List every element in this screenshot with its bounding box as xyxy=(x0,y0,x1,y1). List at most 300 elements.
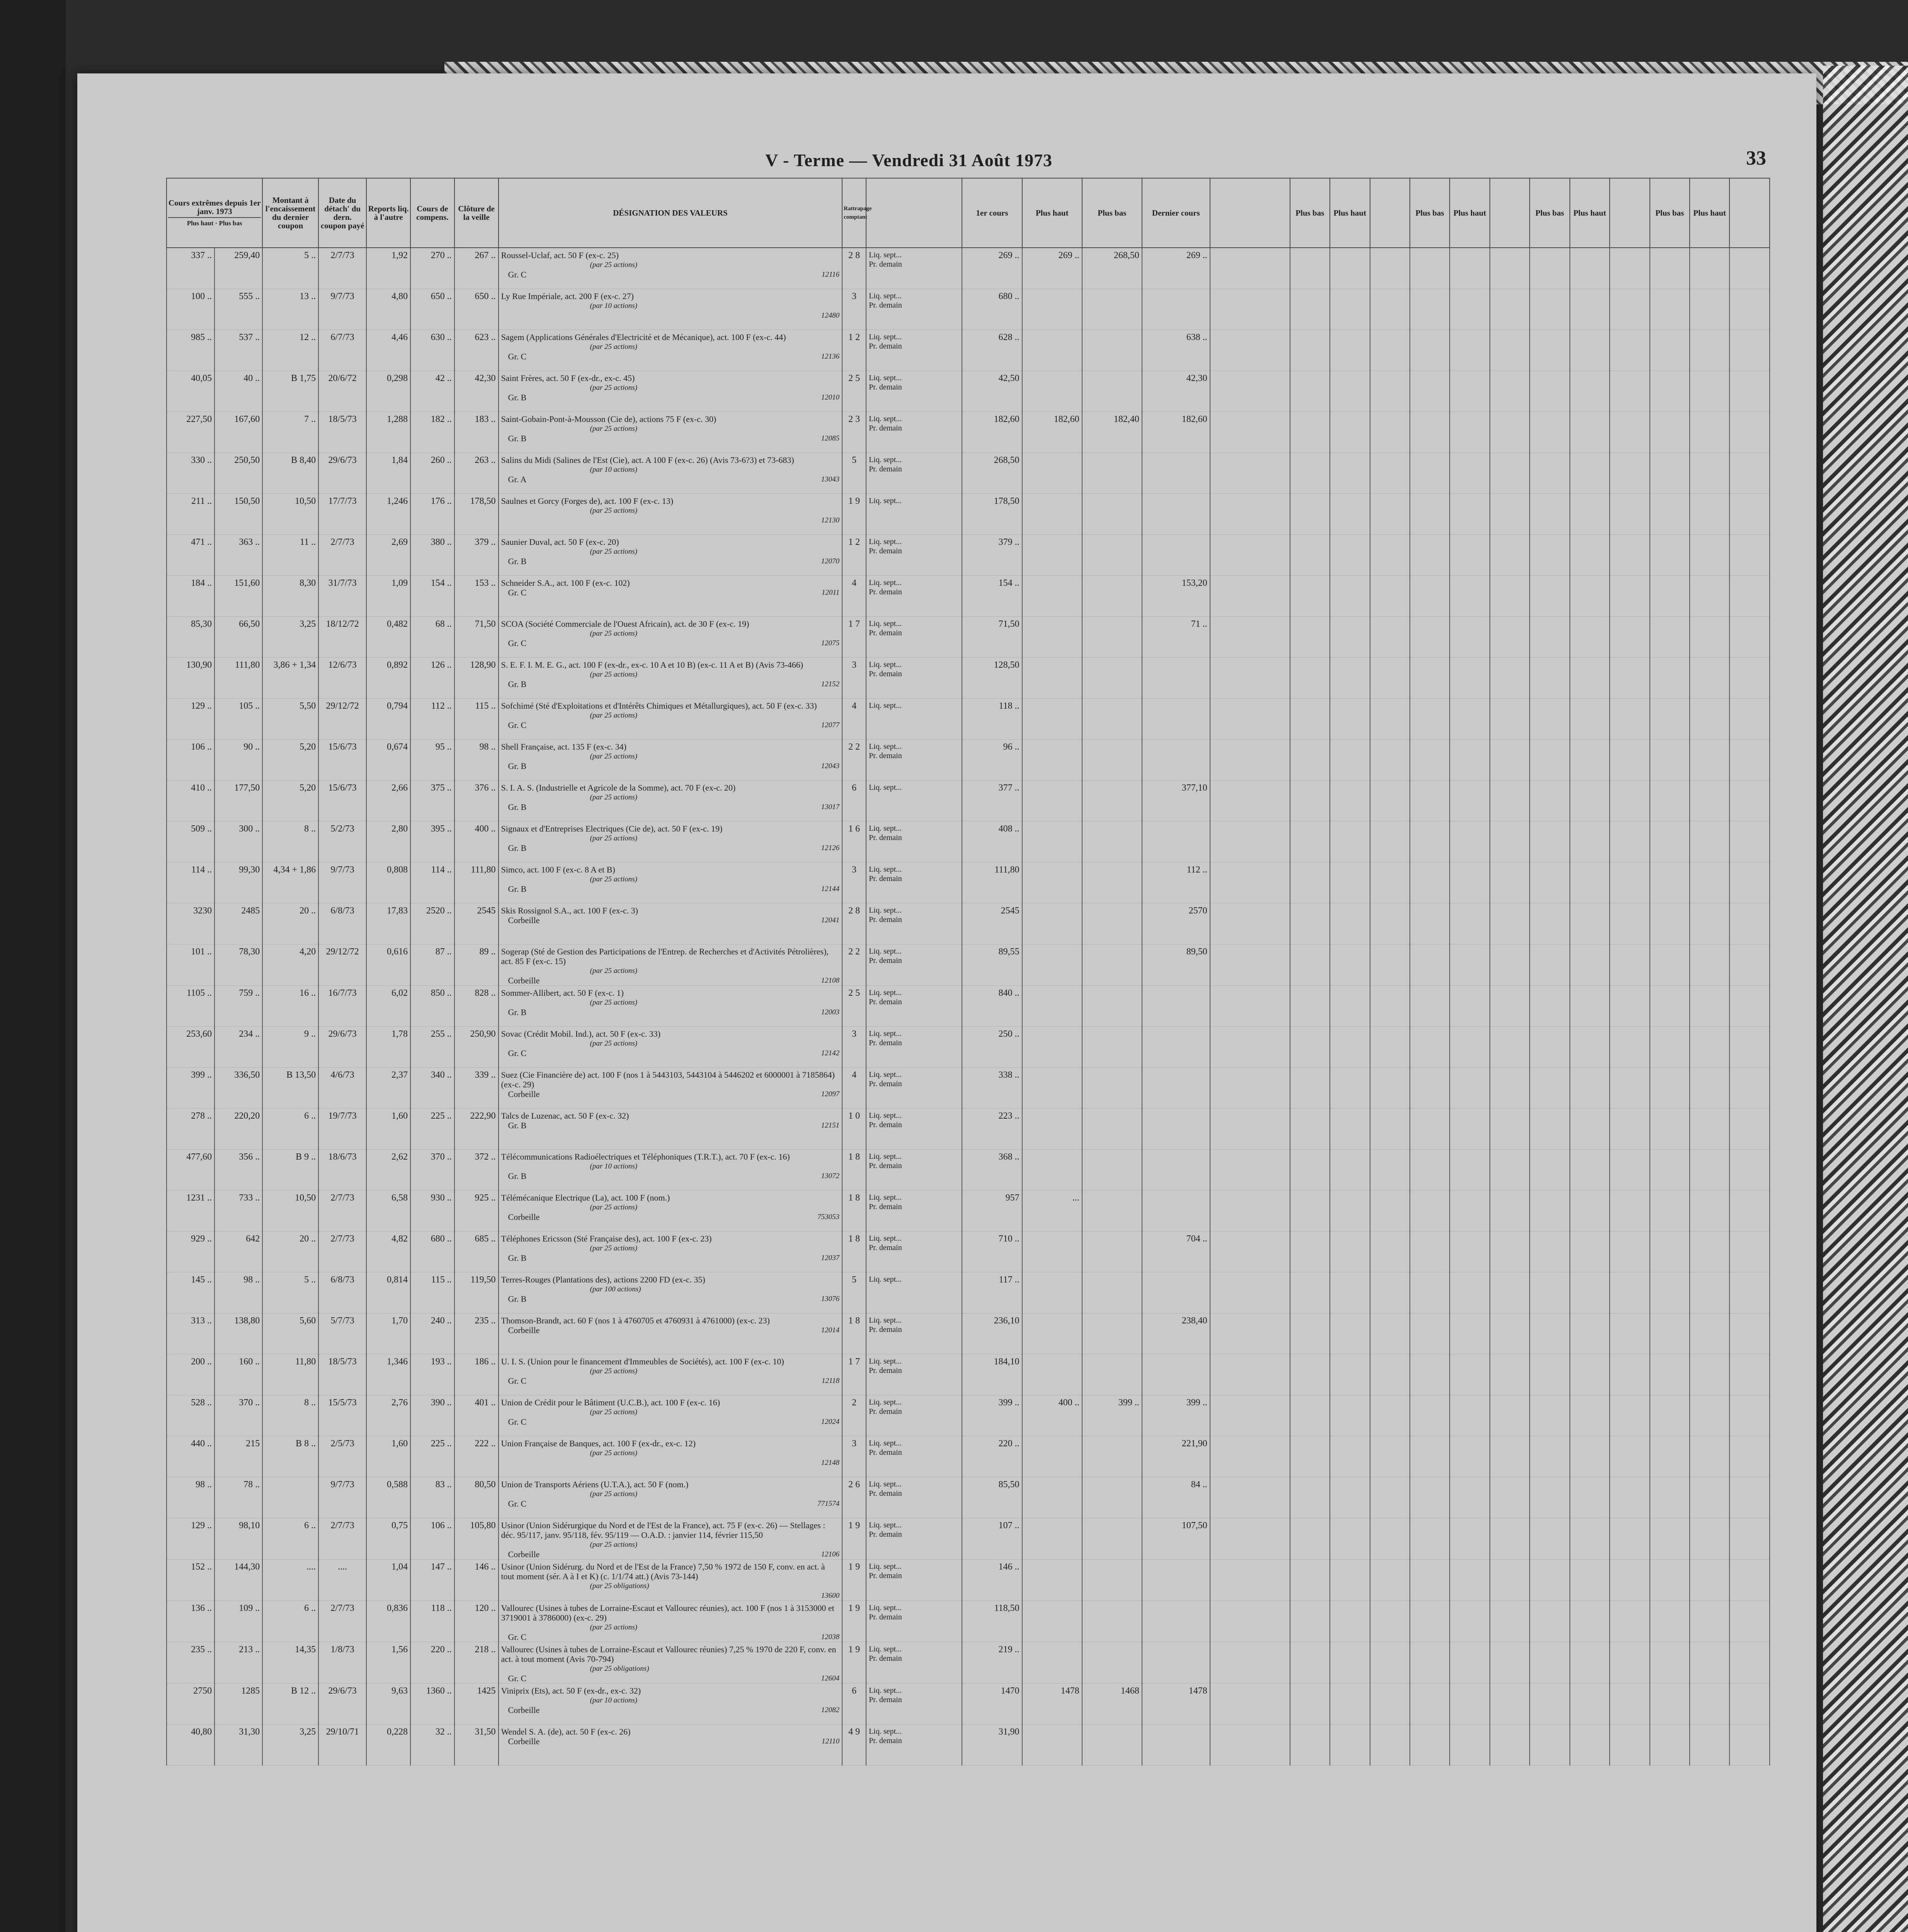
opt-cell xyxy=(1729,1190,1770,1231)
col-coupon-date: Date du détach' du dern. coupon payé xyxy=(318,178,366,248)
group-label xyxy=(501,1325,840,1335)
compensation-cell-text: 3 xyxy=(852,865,857,875)
last-cell xyxy=(1142,1601,1210,1642)
opt-cell xyxy=(1450,1725,1489,1765)
cours-comp-cell xyxy=(410,740,454,781)
first-cell-text: 184,10 xyxy=(994,1357,1020,1367)
report-cell-text: 0,674 xyxy=(386,742,408,752)
range-low-cell xyxy=(214,330,262,371)
group-label xyxy=(501,976,840,985)
compensation-cell-text: 3 xyxy=(852,1029,857,1039)
cours-comp-cell xyxy=(410,1068,454,1109)
opt-cell xyxy=(1610,1272,1649,1313)
first-cell-text: 2545 xyxy=(1001,906,1020,916)
first-cell xyxy=(962,699,1022,740)
page xyxy=(77,73,1816,1932)
first-cell-text: 269 .. xyxy=(998,250,1020,260)
last-cell-text: 84 .. xyxy=(1191,1480,1207,1490)
security-code: 12075 xyxy=(821,639,840,647)
opt-cell xyxy=(1490,1560,1530,1601)
range-low-cell xyxy=(214,1560,262,1601)
opt-cell xyxy=(1650,1436,1690,1477)
group-text: Gr. B xyxy=(508,1294,527,1304)
opt-cell xyxy=(1530,289,1569,330)
coupon-amount-cell-text: 8 .. xyxy=(304,824,316,834)
session-cell xyxy=(866,781,962,821)
opt-cell xyxy=(1410,986,1450,1027)
range-low-cell-text: 250,50 xyxy=(234,455,260,465)
table-row xyxy=(167,781,1770,821)
high-cell xyxy=(1022,1642,1082,1684)
report-cell xyxy=(366,494,410,535)
table-row xyxy=(167,1313,1770,1354)
opt-cell xyxy=(1570,1518,1610,1560)
compensation-cell-text: 3 xyxy=(852,291,857,301)
report-cell xyxy=(366,699,410,740)
designation-cell xyxy=(499,248,843,289)
opt-cell xyxy=(1690,1190,1729,1231)
opt-cell xyxy=(1610,740,1649,781)
opt-cell xyxy=(1530,248,1569,289)
table-row xyxy=(167,1068,1770,1109)
coupon-amount-cell-text: 11 .. xyxy=(300,537,316,547)
coupon-amount-cell-text: 5,50 xyxy=(300,701,316,711)
coupon-amount-cell xyxy=(262,1642,318,1684)
group-label xyxy=(501,679,840,689)
coupon-date-cell xyxy=(318,658,366,699)
session-line-2: Pr. demain xyxy=(869,1080,902,1088)
range-low-cell-text: 555 .. xyxy=(239,291,260,301)
last-cell xyxy=(1142,412,1210,453)
col-last: Dernier cours xyxy=(1142,178,1210,248)
security-name: Simco, act. 100 F (ex-c. 8 A et B) xyxy=(501,865,615,874)
session-line-1: Liq. sept... xyxy=(869,947,902,956)
opt-cell xyxy=(1450,617,1489,658)
high-cell-text: 182,60 xyxy=(1054,414,1079,424)
coupon-date-cell-text: 15/6/73 xyxy=(328,742,357,752)
coupon-amount-cell xyxy=(262,1684,318,1725)
cloture-cell xyxy=(454,1725,499,1765)
opt-cell xyxy=(1490,330,1530,371)
range-low-cell xyxy=(214,1684,262,1725)
cours-comp-cell xyxy=(410,535,454,576)
cloture-cell xyxy=(454,1684,499,1725)
table-row xyxy=(167,1725,1770,1765)
range-high-cell xyxy=(167,699,214,740)
security-code: 12003 xyxy=(821,1008,840,1016)
range-low-cell xyxy=(214,1354,262,1395)
group-text: Corbeille xyxy=(508,976,540,985)
lot-size: (par 25 actions) xyxy=(590,343,637,351)
security-name: Sagem (Applications Générales d'Electricité et de Mécanique), act. 100 F (ex-c. 44) xyxy=(501,332,786,342)
report-cell xyxy=(366,535,410,576)
coupon-amount-cell-text: 20 .. xyxy=(300,1234,316,1244)
lot-size: (par 25 actions) xyxy=(590,1367,637,1375)
opt-cell xyxy=(1370,289,1410,330)
opt-cell xyxy=(1290,330,1330,371)
first-cell xyxy=(962,289,1022,330)
first-cell-text: 89,55 xyxy=(998,947,1020,957)
security-code: 12041 xyxy=(821,916,840,924)
opt-cell xyxy=(1570,535,1610,576)
session-line-1: Liq. sept... xyxy=(869,1562,902,1571)
opt-cell xyxy=(1530,330,1569,371)
cours-comp-cell-text: 106 .. xyxy=(431,1520,452,1531)
compensation-cell xyxy=(842,1725,866,1765)
opt-cell xyxy=(1610,1027,1649,1068)
first-cell xyxy=(962,1150,1022,1190)
opt-cell xyxy=(1290,944,1330,986)
opt-cell xyxy=(1729,576,1770,617)
opt-cell xyxy=(1650,1190,1690,1231)
opt-cell xyxy=(1690,862,1729,903)
coupon-amount-cell xyxy=(262,862,318,903)
option-session-cell xyxy=(1210,986,1290,1027)
coupon-date-cell-text: 29/12/72 xyxy=(326,701,359,711)
opt-cell xyxy=(1650,1560,1690,1601)
opt-cell xyxy=(1650,699,1690,740)
opt-cell xyxy=(1610,1477,1649,1518)
coupon-date-cell xyxy=(318,1150,366,1190)
range-high-cell xyxy=(167,862,214,903)
opt-cell xyxy=(1530,1354,1569,1395)
range-high-cell xyxy=(167,1313,214,1354)
designation-cell xyxy=(499,1518,843,1560)
opt-cell xyxy=(1729,1313,1770,1354)
opt-cell xyxy=(1450,740,1489,781)
security-code: 12142 xyxy=(821,1049,840,1057)
coupon-date-cell-text: 6/7/73 xyxy=(330,332,354,342)
high-cell xyxy=(1022,248,1082,289)
range-high-cell-text: 85,30 xyxy=(191,619,212,629)
opt-cell xyxy=(1650,1068,1690,1109)
designation-cell xyxy=(499,494,843,535)
opt-cell xyxy=(1370,903,1410,944)
low-cell xyxy=(1082,1354,1142,1395)
opt-cell xyxy=(1570,576,1610,617)
opt-cell xyxy=(1690,781,1729,821)
opt-cell xyxy=(1690,248,1729,289)
designation-cell xyxy=(499,617,843,658)
range-low-cell-text: 144,30 xyxy=(234,1562,260,1572)
col-opt1-prime xyxy=(1370,178,1410,248)
opt-cell xyxy=(1570,1642,1610,1684)
coupon-date-cell xyxy=(318,862,366,903)
page-number: 33 xyxy=(1746,147,1766,169)
report-cell-text: 2,62 xyxy=(391,1152,408,1162)
option-session-cell xyxy=(1210,535,1290,576)
last-cell xyxy=(1142,903,1210,944)
group-text: Gr. B xyxy=(508,434,527,443)
opt-cell xyxy=(1450,1601,1489,1642)
last-cell xyxy=(1142,1477,1210,1518)
last-cell-text: 42,30 xyxy=(1186,373,1207,383)
session-cell xyxy=(866,944,962,986)
col-session xyxy=(866,178,962,248)
cours-comp-cell-text: 126 .. xyxy=(431,660,452,670)
opt-cell xyxy=(1530,1068,1569,1109)
report-cell xyxy=(366,986,410,1027)
coupon-date-cell-text: 1/8/73 xyxy=(330,1645,354,1655)
opt-cell xyxy=(1610,944,1649,986)
table-row xyxy=(167,944,1770,986)
session-cell xyxy=(866,1313,962,1354)
opt-cell xyxy=(1410,658,1450,699)
opt-cell xyxy=(1330,1027,1370,1068)
report-cell xyxy=(366,1231,410,1272)
session-cell xyxy=(866,1231,962,1272)
opt-cell xyxy=(1610,617,1649,658)
session-cell xyxy=(866,903,962,944)
session-cell xyxy=(866,986,962,1027)
opt-cell xyxy=(1530,617,1569,658)
last-cell xyxy=(1142,1354,1210,1395)
coupon-date-cell xyxy=(318,576,366,617)
range-high-cell-text: 330 .. xyxy=(191,455,212,465)
group-text: Gr. B xyxy=(508,884,527,894)
opt-cell xyxy=(1490,821,1530,862)
security-name: Union Française de Banques, act. 100 F (ex-dr., ex-c. 12) xyxy=(501,1439,696,1448)
last-cell-text: 107,50 xyxy=(1181,1520,1207,1531)
first-cell-text: 85,50 xyxy=(998,1480,1020,1490)
range-low-cell-text: 160 .. xyxy=(239,1357,260,1367)
opt-cell xyxy=(1330,1684,1370,1725)
first-cell xyxy=(962,986,1022,1027)
range-low-cell xyxy=(214,494,262,535)
range-low-cell-text: 336,50 xyxy=(234,1070,260,1080)
group-label xyxy=(501,1089,840,1099)
opt-cell xyxy=(1690,903,1729,944)
report-cell xyxy=(366,248,410,289)
security-code: 12116 xyxy=(822,270,840,279)
opt-cell xyxy=(1330,1313,1370,1354)
range-high-cell-text: 145 .. xyxy=(191,1275,212,1285)
group-text: Gr. C xyxy=(508,720,527,730)
cours-comp-cell-text: 255 .. xyxy=(431,1029,452,1039)
session-cell xyxy=(866,248,962,289)
opt-cell xyxy=(1290,248,1330,289)
session-line-1: Liq. sept... xyxy=(869,251,902,259)
security-code: 12148 xyxy=(821,1459,840,1467)
range-high-cell-text: 410 .. xyxy=(191,783,212,793)
opt-cell xyxy=(1690,1272,1729,1313)
opt-cell xyxy=(1410,1068,1450,1109)
session-line-2: Pr. demain xyxy=(869,424,902,432)
security-name: Union de Crédit pour le Bâtiment (U.C.B.), act. 100 F (ex-c. 16) xyxy=(501,1398,720,1407)
coupon-amount-cell-text: 6 .. xyxy=(304,1111,316,1121)
session-line-2: Pr. demain xyxy=(869,383,902,391)
opt-cell xyxy=(1729,1560,1770,1601)
report-cell xyxy=(366,576,410,617)
opt-cell xyxy=(1729,1477,1770,1518)
range-low-cell-text: 98,10 xyxy=(239,1520,260,1531)
group-text: Gr. C xyxy=(508,1376,527,1386)
opt-cell xyxy=(1370,1354,1410,1395)
group-text: Gr. C xyxy=(508,638,527,648)
group-text: Gr. A xyxy=(508,474,527,484)
coupon-amount-cell xyxy=(262,986,318,1027)
session-line-2: Pr. demain xyxy=(869,1162,902,1170)
range-low-cell-text: 98 .. xyxy=(243,1275,260,1285)
opt-cell xyxy=(1450,330,1489,371)
security-name: Roussel-Uclaf, act. 50 F (ex-c. 25) xyxy=(501,250,619,260)
report-cell xyxy=(366,1725,410,1765)
report-cell-text: 2,37 xyxy=(391,1070,408,1080)
range-low-cell xyxy=(214,535,262,576)
designation-cell xyxy=(499,330,843,371)
group-text: Gr. B xyxy=(508,1121,527,1130)
coupon-date-cell xyxy=(318,1518,366,1560)
range-high-cell xyxy=(167,289,214,330)
report-cell xyxy=(366,1395,410,1436)
coupon-date-cell xyxy=(318,617,366,658)
cloture-cell-text: 372 .. xyxy=(475,1152,496,1162)
compensation-cell-text: 2 2 xyxy=(848,742,860,752)
opt-cell xyxy=(1729,1150,1770,1190)
session-line-1: Liq. sept... xyxy=(869,1645,902,1653)
opt-cell xyxy=(1729,699,1770,740)
report-cell-text: 1,346 xyxy=(386,1357,408,1367)
compensation-cell xyxy=(842,1560,866,1601)
opt-cell xyxy=(1490,1109,1530,1150)
opt-cell xyxy=(1570,821,1610,862)
report-cell xyxy=(366,1068,410,1109)
compensation-cell xyxy=(842,1601,866,1642)
session-line-1: Liq. sept... xyxy=(869,456,902,464)
range-low-cell-text: 40 .. xyxy=(243,373,260,383)
opt-cell xyxy=(1290,1354,1330,1395)
opt-cell xyxy=(1410,1231,1450,1272)
opt-cell xyxy=(1450,1231,1489,1272)
opt-cell xyxy=(1290,658,1330,699)
security-code: 12136 xyxy=(821,352,840,361)
opt-cell xyxy=(1490,699,1530,740)
report-cell xyxy=(366,821,410,862)
opt-cell xyxy=(1570,1313,1610,1354)
opt-cell xyxy=(1610,330,1649,371)
coupon-amount-cell-text: 8 .. xyxy=(304,1398,316,1408)
report-cell xyxy=(366,1150,410,1190)
option-session-cell xyxy=(1210,944,1290,986)
opt-cell xyxy=(1729,986,1770,1027)
coupon-date-cell xyxy=(318,1068,366,1109)
cours-comp-cell xyxy=(410,248,454,289)
lot-size: (par 25 actions) xyxy=(590,1449,637,1457)
cloture-cell-text: 31,50 xyxy=(475,1727,496,1737)
opt-cell xyxy=(1729,821,1770,862)
last-cell-text: 269 .. xyxy=(1186,250,1207,260)
session-line-1: Liq. sept... xyxy=(869,415,902,423)
opt-cell xyxy=(1729,1231,1770,1272)
group-label xyxy=(501,915,840,925)
opt-cell xyxy=(1570,1272,1610,1313)
range-high-cell-text: 98 .. xyxy=(196,1480,212,1490)
security-code: 12070 xyxy=(821,557,840,565)
compensation-cell xyxy=(842,1518,866,1560)
coupon-date-cell-text: 29/6/73 xyxy=(328,455,357,465)
first-cell-text: 250 .. xyxy=(998,1029,1020,1039)
high-cell xyxy=(1022,330,1082,371)
designation-cell xyxy=(499,1109,843,1150)
opt-cell xyxy=(1610,699,1649,740)
opt-cell xyxy=(1490,1354,1530,1395)
opt-cell xyxy=(1490,1518,1530,1560)
cloture-cell-text: 98 .. xyxy=(479,742,496,752)
opt-cell xyxy=(1650,1109,1690,1150)
low-cell xyxy=(1082,1684,1142,1725)
session-cell xyxy=(866,1436,962,1477)
group-text: Gr. C xyxy=(508,1632,527,1642)
designation-cell xyxy=(499,1436,843,1477)
last-cell xyxy=(1142,1560,1210,1601)
range-low-cell-text: 1285 xyxy=(241,1686,260,1696)
range-high-cell-text: 101 .. xyxy=(191,947,212,957)
first-cell-text: 146 .. xyxy=(998,1562,1020,1572)
cloture-cell xyxy=(454,535,499,576)
designation-cell xyxy=(499,1027,843,1068)
group-text: Gr. B xyxy=(508,393,527,402)
opt-cell xyxy=(1530,1477,1569,1518)
opt-cell xyxy=(1690,986,1729,1027)
coupon-amount-cell-text: 5,20 xyxy=(300,742,316,752)
opt-cell xyxy=(1490,535,1530,576)
coupon-date-cell xyxy=(318,1190,366,1231)
session-line-2: Pr. demain xyxy=(869,1202,902,1211)
opt-cell xyxy=(1330,1272,1370,1313)
opt-cell xyxy=(1610,1190,1649,1231)
opt-cell xyxy=(1729,1601,1770,1642)
compensation-cell xyxy=(842,1477,866,1518)
table-row xyxy=(167,1436,1770,1477)
first-cell-text: 178,50 xyxy=(994,496,1020,506)
coupon-amount-cell xyxy=(262,1395,318,1436)
last-cell xyxy=(1142,535,1210,576)
opt-cell xyxy=(1410,248,1450,289)
security-code: 12011 xyxy=(822,588,840,597)
col-option-session xyxy=(1210,178,1290,248)
option-session-cell xyxy=(1210,1395,1290,1436)
first-cell-text: 710 .. xyxy=(998,1234,1020,1244)
opt-cell xyxy=(1410,371,1450,412)
opt-cell xyxy=(1290,1027,1330,1068)
session-line-1: Liq. sept... xyxy=(869,292,902,300)
lot-size: (par 10 actions) xyxy=(590,302,637,310)
opt-cell xyxy=(1330,371,1370,412)
cloture-cell xyxy=(454,1601,499,1642)
opt-cell xyxy=(1330,494,1370,535)
opt-cell xyxy=(1290,1518,1330,1560)
first-cell-text: 223 .. xyxy=(998,1111,1020,1121)
cours-comp-cell xyxy=(410,1684,454,1725)
cours-comp-cell-text: 380 .. xyxy=(431,537,452,547)
table-row xyxy=(167,1231,1770,1272)
designation-cell xyxy=(499,289,843,330)
high-cell xyxy=(1022,1601,1082,1642)
opt-cell xyxy=(1610,535,1649,576)
opt-cell xyxy=(1490,453,1530,494)
opt-cell xyxy=(1450,699,1489,740)
range-low-cell xyxy=(214,740,262,781)
last-cell-text: 221,90 xyxy=(1181,1439,1207,1449)
table-row xyxy=(167,862,1770,903)
range-low-cell xyxy=(214,1272,262,1313)
col-opt1-low: Plus bas xyxy=(1290,178,1330,248)
designation-cell xyxy=(499,862,843,903)
last-cell-text: 238,40 xyxy=(1181,1316,1207,1326)
coupon-amount-cell-text: B 8,40 xyxy=(291,455,316,465)
group-text: Corbeille xyxy=(508,1736,540,1746)
low-cell xyxy=(1082,903,1142,944)
